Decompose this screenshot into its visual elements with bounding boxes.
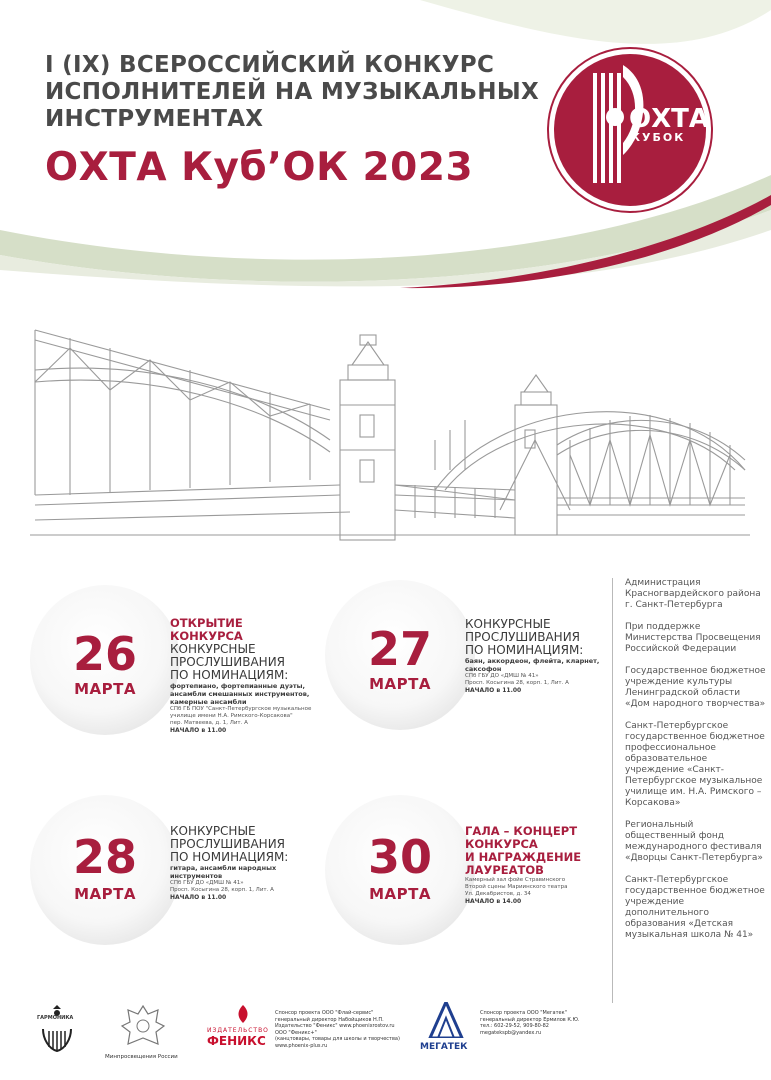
event-28-march [30, 795, 330, 955]
event-place: Просп. Косыгина 28, корп. 1, Лит. А [465, 680, 569, 686]
event-heading: ПО НОМИНАЦИЯМ: [465, 643, 584, 657]
event-heading: ПРОСЛУШИВАНИЯ [170, 655, 286, 669]
event-heading: КОНКУРСНЫЕ [465, 617, 551, 631]
event-place: Просп. Косыгина 28, корп. 1, Лит. А [170, 887, 274, 893]
event-highlight: И НАГРАЖДЕНИЕ [465, 850, 582, 864]
event-30-march [325, 795, 610, 955]
garmonika-logo [35, 1005, 80, 1065]
sponsor-line: Издательство "Феникс" www.phoenixrostov.ru [275, 1023, 395, 1029]
event-day: 30 [367, 830, 432, 884]
minpros-logo [100, 1002, 190, 1067]
megatek-logo [420, 1002, 475, 1062]
title-line-2: ИСПОЛНИТЕЛЕЙ НА МУЗЫКАЛЬНЫХ [45, 79, 539, 105]
event-start: НАЧАЛО в 11.00 [170, 727, 227, 734]
event-place: училище имени Н.А. Римского-Корсакова" [170, 713, 293, 719]
event-start: НАЧАЛО в 14.00 [465, 898, 522, 905]
event-highlight: ЛАУРЕАТОВ [465, 863, 544, 877]
sponsor-line: megatekspb@yandex.ru [480, 1029, 542, 1036]
sponsors-bar [0, 1000, 771, 1070]
sponsor-line: www.phoenix-plus.ru [275, 1042, 328, 1049]
phoenix-bird-icon [233, 1005, 253, 1023]
phoenix-publisher-label: ИЗДАТЕЛЬСТВО [207, 1027, 269, 1034]
event-day: 28 [72, 830, 137, 884]
bridge-illustration [30, 320, 750, 545]
event-day: 26 [72, 627, 137, 681]
organizer-item: Государственное бюджетное учреждение культуры Ленинградской области «Дом народного творчества» [625, 666, 766, 709]
event-heading: ПО НОМИНАЦИЯМ: [170, 668, 289, 682]
sponsor-line: Спонсор проекта ООО "Мегатек" [480, 1010, 567, 1016]
event-26-march [30, 585, 350, 755]
event-nominations: баян, аккордеон, флейта, кларнет, [465, 657, 600, 665]
organizer-item: При поддержке Министерства Просвещения Российской Федерации [625, 622, 761, 654]
event-highlight: ГАЛА – КОНЦЕРТ [465, 824, 578, 838]
garmonika-icon [35, 1005, 80, 1053]
organizer-item: Региональный общественный фонд международного фестиваля «Дворцы Санкт-Петербурга» [625, 820, 763, 863]
sponsor-line: (канцтовары, товары для школы и творчества) [275, 1036, 400, 1042]
event-place: Второй сцены Мариинского театра [465, 884, 568, 890]
event-nominations: фортепиано, фортепианные дуэты, [170, 682, 306, 690]
title-block [45, 52, 545, 133]
event-heading: ПО НОМИНАЦИЯМ: [170, 850, 289, 864]
event-month: МАРТА [74, 680, 136, 698]
phoenix-name: ФЕНИКС [207, 1034, 266, 1048]
organizer-item: Санкт-Петербургское государственное бюджетное профессиональное образовательное учреждение «Санкт-Петербургское музыкальное училище им. Н.А. Римского – Корсакова» [625, 721, 765, 808]
megatek-sponsor-text [480, 1010, 605, 1036]
event-nominations: камерные ансамбли [170, 698, 247, 706]
event-month: МАРТА [74, 885, 136, 903]
organizer-item: Санкт-Петербургское государственное бюджетное учреждение дополнительного образования «Детская музыкальная школа № 41» [625, 875, 765, 940]
main-title: ОХТА Куб’ОК 2023 [45, 145, 474, 190]
organizer-item: Администрация Красногвардейского района г. Санкт-Петербурга [625, 578, 761, 610]
event-nominations: ансамбли смешанных инструментов, [170, 690, 310, 698]
sponsor-line: генеральный директор Набойщиков Н.П. [275, 1016, 384, 1023]
eagle-emblem-icon [118, 1002, 168, 1050]
event-month: МАРТА [369, 885, 431, 903]
logo-kubok-text: КУБОК [631, 131, 686, 144]
event-highlight: КОНКУРСА [170, 629, 243, 643]
phoenix-logo [205, 1005, 285, 1060]
event-place: Камерный зал фойе Стравинского [465, 877, 566, 883]
event-nominations: саксофон [465, 665, 502, 673]
phoenix-sponsor-text [275, 1010, 415, 1049]
garmonika-label: ГАРМОНИКА [37, 1015, 74, 1021]
title-line-3: ИНСТРУМЕНТАХ [45, 106, 264, 132]
event-heading: КОНКУРСНЫЕ [170, 824, 256, 838]
event-place: СПб ГБ ПОУ "Санкт-Петербургское музыкальное [170, 706, 312, 712]
sponsor-line: ООО "Феникс+" [275, 1029, 317, 1036]
event-day: 27 [367, 622, 432, 676]
event-highlight: КОНКУРСА [465, 837, 538, 851]
megatek-name: МЕГАТЕК [420, 1042, 468, 1052]
organizers-sidebar [612, 578, 767, 1003]
okhta-cup-logo [545, 45, 715, 215]
event-place: пер. Матвеева, д. 1, Лит. А [170, 720, 248, 726]
event-nominations: инструментов [170, 872, 223, 880]
event-place: СПб ГБУ ДО «ДМШ № 41» [465, 673, 539, 679]
event-highlight: ОТКРЫТИЕ [170, 616, 243, 630]
sponsor-line: генеральный директор Ермилов К.Ю. [480, 1016, 580, 1023]
event-nominations: гитара, ансамбли народных [170, 864, 277, 872]
event-month: МАРТА [369, 675, 431, 693]
event-heading: ПРОСЛУШИВАНИЯ [170, 837, 286, 851]
sponsor-line: Спонсор проекта ООО "Флай-сервис" [275, 1010, 374, 1016]
sponsor-line: тел.: 602-29-52, 909-80-82 [480, 1023, 549, 1029]
event-start: НАЧАЛО в 11.00 [170, 894, 227, 901]
event-place: Ул. Декабристов, д. 34 [465, 891, 531, 897]
event-start: НАЧАЛО в 11.00 [465, 687, 522, 694]
logo-okhta-text: ОХТА [629, 104, 710, 134]
title-line-1: I (IX) ВСЕРОССИЙСКИЙ КОНКУРС [45, 52, 495, 78]
event-heading: КОНКУРСНЫЕ [170, 642, 256, 656]
minpros-label: Минпросвещения России [105, 1054, 178, 1060]
megatek-icon [426, 1002, 466, 1038]
event-heading: ПРОСЛУШИВАНИЯ [465, 630, 581, 644]
event-place: СПб ГБУ ДО «ДМШ № 41» [170, 880, 244, 886]
event-27-march [325, 580, 610, 750]
